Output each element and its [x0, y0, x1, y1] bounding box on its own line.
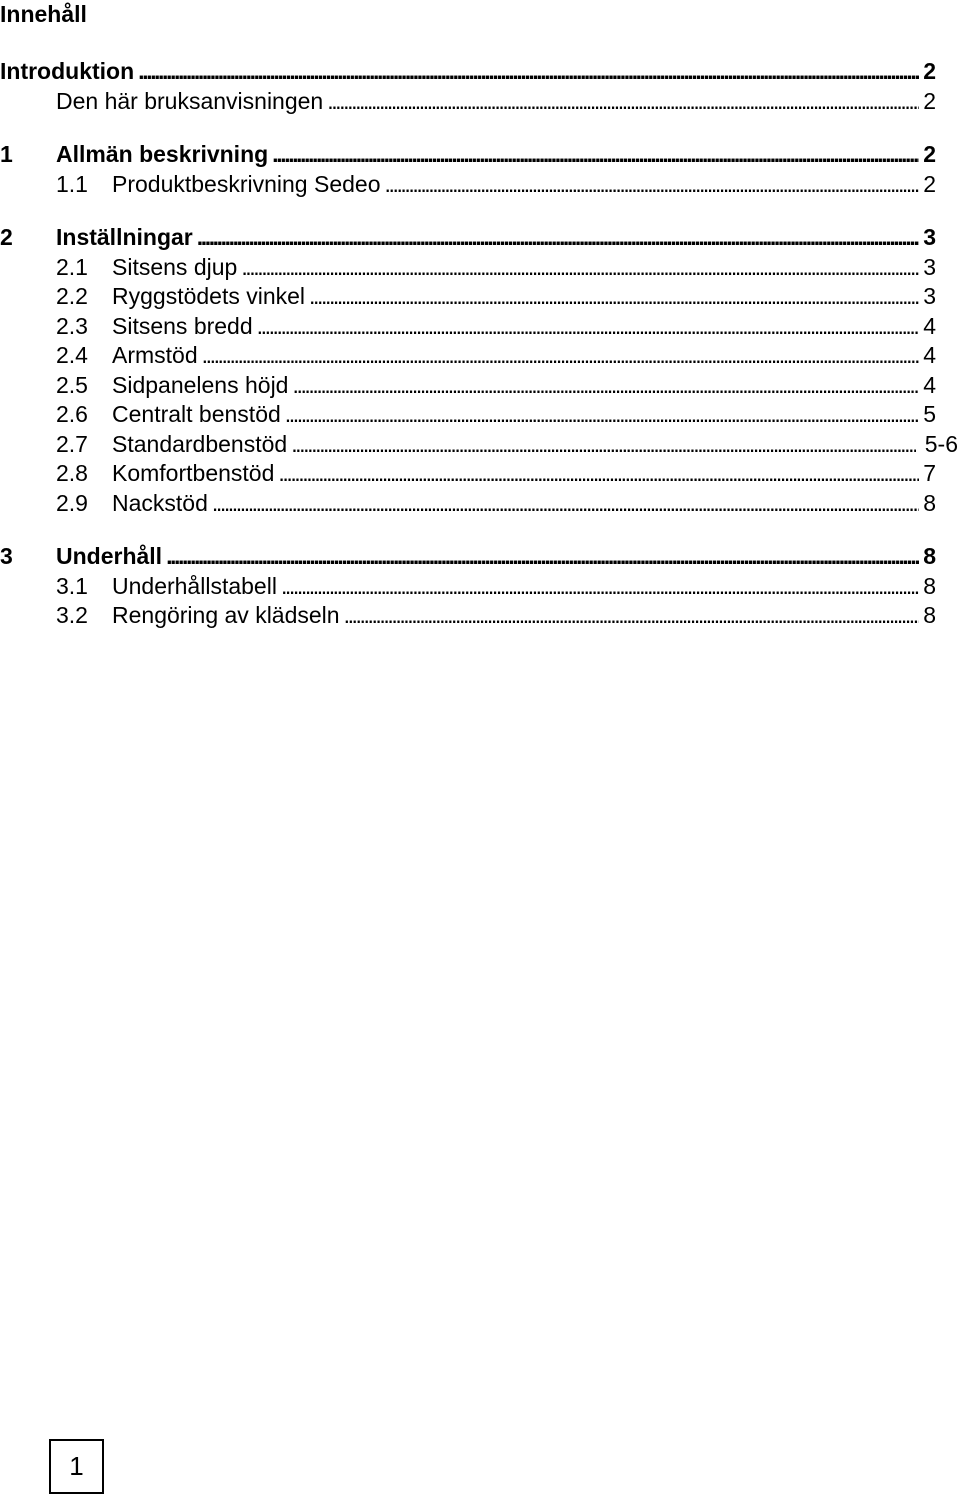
toc-entry-line — [112, 371, 922, 400]
toc-entry-line — [112, 489, 922, 518]
toc-page-number: 3 — [919, 253, 936, 282]
toc-entry-label: Standardbenstöd — [112, 430, 291, 459]
toc-chapter-entry[interactable] — [0, 57, 960, 87]
toc-dot-leader — [309, 282, 922, 311]
toc-entry-line — [56, 87, 922, 116]
toc-entry-line — [112, 170, 922, 199]
toc-entry-line — [112, 400, 922, 429]
toc-entry-label: Produktbeskrivning Sedeo — [112, 170, 385, 199]
toc-entry-number: 2.8 — [56, 460, 88, 486]
toc-entry-label: Underhållstabell — [112, 572, 281, 601]
toc-chapter-entry[interactable] — [0, 542, 960, 572]
toc-entry-line — [112, 253, 922, 282]
toc-entry-label: Sitsens djup — [112, 253, 241, 282]
toc-entry-number: 1 — [0, 141, 13, 167]
toc-subsection-entry[interactable] — [0, 400, 960, 430]
toc-entry-label: Sidpanelens höjd — [112, 371, 292, 400]
toc-page-number: 7 — [919, 459, 936, 488]
toc-dot-leader — [272, 140, 922, 169]
toc-dot-leader — [166, 542, 922, 571]
toc-entry-label: Armstöd — [112, 341, 202, 370]
toc-subsection-entry[interactable] — [0, 312, 960, 342]
toc-entry-line — [112, 341, 922, 370]
toc-entry-label: Inställningar — [56, 223, 197, 252]
toc-dot-leader — [202, 341, 922, 370]
toc-dot-leader — [197, 223, 922, 252]
toc-page-number: 4 — [919, 341, 936, 370]
toc-entry-label: Den här bruksanvisningen — [56, 87, 327, 116]
toc-subsection-entry[interactable] — [0, 371, 960, 401]
toc-page-number: 8 — [919, 572, 936, 601]
toc-dot-leader — [278, 459, 922, 488]
toc-entry-number: 2.9 — [56, 489, 88, 516]
toc-entry-label: Ryggstödets vinkel — [112, 282, 309, 311]
toc-page-number: 5-6 — [921, 430, 958, 459]
toc-entry-line — [112, 430, 916, 459]
toc-section — [0, 542, 960, 631]
table-of-contents — [0, 57, 960, 655]
toc-subsection-entry[interactable] — [0, 601, 960, 631]
toc-entry-line — [112, 312, 922, 341]
toc-subsection-entry[interactable] — [0, 282, 960, 312]
toc-subsection-entry[interactable] — [0, 170, 960, 200]
page-number: 1 — [49, 1439, 104, 1494]
toc-entry-number: 2.4 — [56, 342, 88, 368]
toc-page-number: 5 — [919, 400, 936, 429]
toc-page-number: 8 — [919, 489, 936, 518]
toc-page-number: 2 — [919, 140, 936, 169]
page-title: Innehåll — [0, 1, 87, 27]
toc-entry-number: 3.2 — [56, 602, 88, 628]
toc-dot-leader — [285, 400, 922, 429]
toc-chapter-entry[interactable] — [0, 223, 960, 253]
toc-entry-number: 2.3 — [56, 312, 88, 339]
toc-section — [0, 57, 960, 116]
toc-dot-leader — [327, 87, 922, 116]
toc-entry-number: 3.1 — [56, 572, 88, 599]
toc-entry-number: 2.2 — [56, 283, 88, 309]
toc-subsection-entry[interactable] — [0, 341, 960, 371]
toc-page-number: 2 — [919, 170, 936, 199]
toc-page-number: 2 — [919, 57, 936, 86]
toc-entry-number: 2 — [0, 224, 13, 250]
toc-entry-number: 2.1 — [56, 253, 88, 280]
toc-dot-leader — [281, 572, 922, 601]
toc-subsection-entry[interactable] — [0, 489, 960, 519]
toc-page-number: 2 — [919, 87, 936, 116]
toc-entry-line — [112, 282, 922, 311]
toc-subsection-entry[interactable] — [0, 430, 960, 460]
toc-entry-label: Nackstöd — [112, 489, 212, 518]
toc-page-number: 3 — [919, 223, 936, 252]
toc-section — [0, 223, 960, 518]
toc-dot-leader — [344, 601, 922, 630]
toc-subsection-entry[interactable] — [0, 572, 960, 602]
toc-entry-number: 2.6 — [56, 401, 88, 427]
toc-entry-line — [56, 140, 922, 169]
toc-subsection-entry[interactable] — [0, 253, 960, 283]
toc-entry-number: 2.5 — [56, 371, 88, 398]
toc-entry-label: Introduktion — [0, 57, 138, 86]
toc-entry-label: Underhåll — [56, 542, 166, 571]
toc-page-number: 8 — [919, 601, 936, 630]
toc-entry-number: 1.1 — [56, 170, 88, 197]
toc-page-number: 3 — [919, 282, 936, 311]
toc-dot-leader — [291, 430, 916, 459]
toc-entry-line — [56, 223, 922, 252]
toc-entry-number: 2.7 — [56, 430, 88, 457]
toc-entry-label: Komfortbenstöd — [112, 459, 278, 488]
toc-entry-line — [0, 57, 922, 86]
toc-entry-line — [112, 459, 922, 488]
toc-dot-leader — [212, 489, 922, 518]
toc-entry-number: 3 — [0, 543, 13, 569]
toc-entry-label: Allmän beskrivning — [56, 140, 272, 169]
toc-subsection-entry[interactable] — [0, 87, 960, 117]
toc-dot-leader — [241, 253, 922, 282]
toc-dot-leader — [385, 170, 923, 199]
toc-dot-leader — [257, 312, 922, 341]
toc-dot-leader — [138, 57, 922, 86]
toc-entry-line — [112, 601, 922, 630]
toc-chapter-entry[interactable] — [0, 140, 960, 170]
toc-entry-label: Sitsens bredd — [112, 312, 257, 341]
toc-section — [0, 140, 960, 199]
toc-entry-label: Rengöring av klädseln — [112, 601, 344, 630]
toc-entry-label: Centralt benstöd — [112, 400, 285, 429]
toc-entry-line — [56, 542, 922, 571]
toc-dot-leader — [292, 371, 922, 400]
toc-page-number: 4 — [919, 312, 936, 341]
toc-page-number: 8 — [919, 542, 936, 571]
toc-entry-line — [112, 572, 922, 601]
toc-page-number: 4 — [919, 371, 936, 400]
toc-subsection-entry[interactable] — [0, 459, 960, 489]
